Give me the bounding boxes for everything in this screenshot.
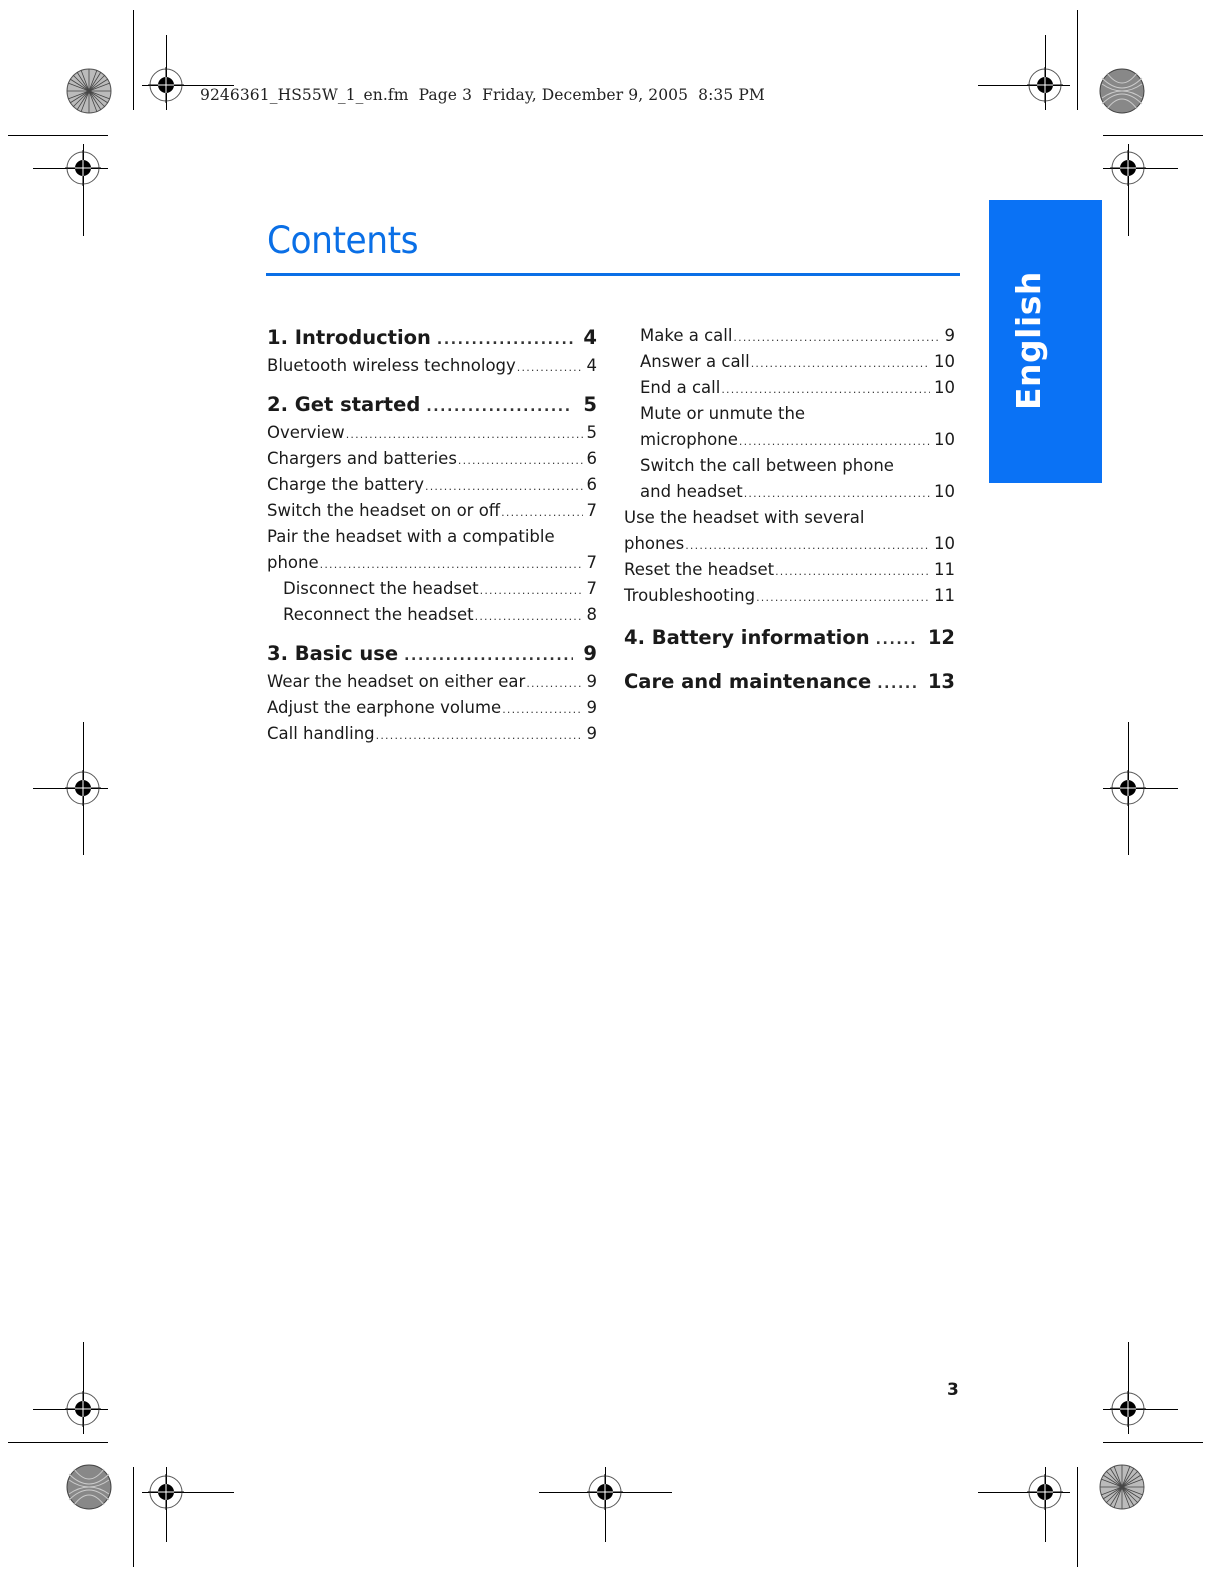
toc-page: 12 [927,626,955,649]
toc-label: End a call [640,378,721,397]
leader-dots [517,355,583,381]
registration-sunburst-bottom-right [1099,1464,1145,1510]
leader-dots [739,429,930,455]
toc-page: 5 [586,423,597,442]
toc-page: 11 [934,560,955,579]
toc-label: Wear the headset on either ear [267,672,526,691]
leader-dots [877,669,918,699]
toc-section[interactable] [267,472,597,498]
leader-dots [458,448,583,474]
leader-dots [876,625,918,655]
toc-page: 4 [583,326,597,349]
title-rule [266,273,960,276]
toc-label: phone [267,553,319,572]
toc-section[interactable] [624,531,955,557]
toc-subsection[interactable] [624,427,955,453]
toc-label: microphone [640,430,738,449]
toc-chapter[interactable] [624,623,955,653]
toc-label: Reconnect the headset [283,605,474,624]
leader-dots [320,552,583,578]
toc-section[interactable] [267,420,597,446]
toc-label: 4. Battery information [624,626,870,649]
toc-label: Make a call [640,326,733,345]
leader-dots [437,325,574,355]
crop-mark [133,10,134,110]
toc-label: Answer a call [640,352,750,371]
toc-page: 10 [934,430,955,449]
toc-page: 5 [583,393,597,416]
toc-label: Troubleshooting [624,586,756,605]
leader-dots [426,392,573,422]
toc-page: 9 [583,642,597,665]
registration-target-icon [65,770,101,806]
registration-target-icon [1110,1391,1146,1427]
toc-page: 13 [927,670,955,693]
leader-dots [480,578,583,604]
registration-target-icon [1110,770,1146,806]
toc-left-column [267,323,597,747]
leader-dots [501,500,582,526]
toc-page: 10 [934,482,955,501]
leader-dots [775,559,930,585]
toc-section[interactable] [624,557,955,583]
toc-subsection-line1[interactable]: Switch the call between phone [640,456,894,475]
toc-label: Switch the headset on or off [267,501,501,520]
toc-page: 4 [586,356,597,375]
crop-mark [133,1467,134,1567]
toc-subsection[interactable] [624,479,955,505]
toc-label: Reset the headset [624,560,775,579]
crop-mark [8,1442,108,1443]
registration-target-icon [1110,150,1146,186]
toc-section[interactable] [267,550,597,576]
toc-label: Chargers and batteries [267,449,457,468]
toc-page: 9 [586,698,597,717]
toc-section[interactable] [624,583,955,609]
toc-section[interactable] [267,721,597,747]
registration-target-icon [1027,1474,1063,1510]
toc-label: Charge the battery [267,475,424,494]
registration-target-icon [1027,67,1063,103]
toc-subsection[interactable] [624,375,955,401]
toc-label: Overview [267,423,345,442]
toc-page: 7 [586,501,597,520]
toc-label: Call handling [267,724,375,743]
toc-page: 9 [586,724,597,743]
toc-page: 10 [934,378,955,397]
crop-mark [1103,135,1203,136]
toc-page: 6 [586,449,597,468]
toc-label: and headset [640,482,743,501]
registration-target-icon [65,150,101,186]
leader-dots [475,604,583,630]
toc-label: Care and maintenance [624,670,872,693]
toc-page: 10 [934,352,955,371]
toc-chapter[interactable] [267,390,597,420]
leader-dots [721,377,930,403]
print-slug: 9246361_HS55W_1_en.fm Page 3 Friday, December 9, 2005 8:35 PM [200,86,765,104]
toc-section-line1[interactable]: Use the headset with several [624,508,865,527]
toc-subsection[interactable] [267,602,597,628]
crop-mark [8,135,108,136]
toc-chapter[interactable] [624,667,955,697]
toc-label: Adjust the earphone volume [267,698,502,717]
leader-dots [376,723,583,749]
crop-mark [1077,1467,1078,1567]
registration-target-icon [148,1474,184,1510]
leader-dots [744,481,930,507]
registration-target-icon [148,67,184,103]
leader-dots [733,325,940,351]
crop-mark [1077,10,1078,110]
registration-target-icon [65,1391,101,1427]
leader-dots [404,641,573,671]
leader-dots [502,697,582,723]
toc-page: 7 [586,553,597,572]
toc-subsection[interactable] [624,349,955,375]
leader-dots [346,422,583,448]
toc-page: 7 [586,579,597,598]
toc-subsection[interactable] [624,323,955,349]
registration-target-icon [587,1474,623,1510]
toc-section[interactable] [267,446,597,472]
toc-subsection-line1[interactable]: Mute or unmute the [640,404,806,423]
toc-section[interactable] [267,695,597,721]
toc-section-line1[interactable]: Pair the headset with a compatible [267,527,555,546]
toc-subsection[interactable] [267,576,597,602]
language-tab-label: English [1009,271,1048,410]
toc-label: 2. Get started [267,393,421,416]
toc-chapter[interactable] [267,323,597,353]
toc-chapter[interactable] [267,639,597,669]
page-number: 3 [947,1380,959,1400]
toc-label: 3. Basic use [267,642,399,665]
registration-moire-top-right [1099,68,1145,114]
toc-page: 11 [934,586,955,605]
leader-dots [425,474,583,500]
toc-page: 8 [586,605,597,624]
toc-label: 1. Introduction [267,326,431,349]
page-title: Contents [267,219,419,262]
toc-page: 9 [586,672,597,691]
toc-page: 6 [586,475,597,494]
leader-dots [756,585,930,611]
toc-label: Disconnect the headset [283,579,479,598]
crop-mark [1103,1442,1203,1443]
registration-sunburst-top-left [66,68,112,114]
toc-label: Bluetooth wireless technology [267,356,516,375]
registration-moire-bottom-left [66,1464,112,1510]
toc-section[interactable] [267,498,597,524]
leader-dots [751,351,930,377]
toc-label: phones [624,534,685,553]
toc-section[interactable] [267,353,597,379]
toc-right-column [624,323,955,697]
toc-page: 9 [944,326,955,345]
toc-section[interactable] [267,669,597,695]
leader-dots [685,533,930,559]
toc-page: 10 [934,534,955,553]
leader-dots [526,671,582,697]
